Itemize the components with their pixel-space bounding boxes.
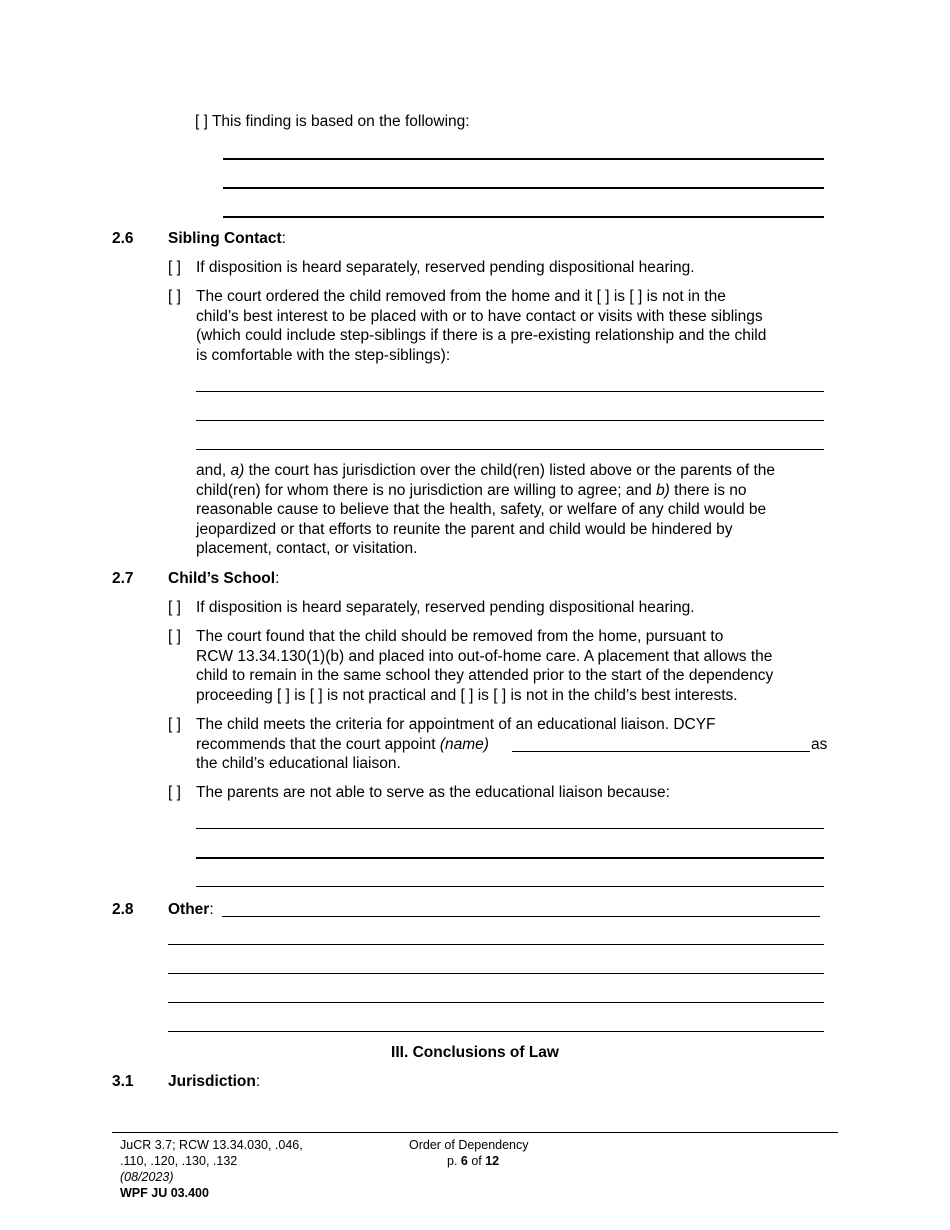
footer-rules: JuCR 3.7; RCW 13.34.030, .046, .110, .120, .130, .132 (08/2023) WPF JU 03.400 (120, 1138, 303, 1200)
blank-line[interactable] (223, 158, 824, 160)
blank-line[interactable] (223, 216, 824, 218)
section-number: 2.7 (112, 570, 134, 587)
section-title: Sibling Contact: (168, 230, 286, 247)
checkbox[interactable]: [ ] (168, 599, 181, 616)
conclusions-heading: III. Conclusions of Law (391, 1044, 559, 1061)
checkbox[interactable]: [ ] (168, 628, 181, 645)
blank-line[interactable] (168, 944, 824, 945)
sibling-item-reserved: If disposition is heard separately, reserved pending dispositional hearing. (196, 259, 695, 276)
footer-doc-title: Order of Dependency (409, 1138, 529, 1152)
finding-based-checkbox-text[interactable]: [ ] This finding is based on the following: (195, 113, 470, 130)
blank-line[interactable] (196, 391, 824, 392)
liaison-name-field[interactable] (512, 751, 810, 752)
blank-line[interactable] (196, 449, 824, 450)
blank-line[interactable] (168, 1002, 824, 1003)
blank-line[interactable] (196, 828, 824, 829)
blank-line[interactable] (223, 187, 824, 189)
blank-line[interactable] (196, 420, 824, 421)
checkbox[interactable]: [ ] (168, 716, 181, 733)
other-field[interactable] (222, 916, 820, 917)
blank-line[interactable] (168, 973, 824, 974)
blank-line[interactable] (168, 1031, 824, 1032)
section-title: Other: (168, 901, 214, 918)
sibling-jurisdiction-paragraph: and, a) the court has jurisdiction over the child(ren) listed above or the parents of the child(ren) for whom there is no jurisdiction are willing to agree; and b) there is no reasonable cause to believe that the health, safety, or welfare of any child would be jeopardized or that efforts to reunite the parent and child would be hindered by placement, contact, or visitation. (196, 462, 776, 557)
school-item-reserved: If disposition is heard separately, reserved pending dispositional hearing. (196, 599, 695, 616)
section-title: Jurisdiction: (168, 1073, 261, 1090)
blank-line[interactable] (196, 886, 824, 887)
school-item-parents: The parents are not able to serve as the educational liaison because: (196, 784, 670, 801)
section-number: 2.8 (112, 901, 134, 918)
footer-divider (112, 1132, 838, 1133)
checkbox[interactable]: [ ] (168, 259, 181, 276)
school-item-liaison: The child meets the criteria for appointment of an educational liaison. DCYF recommends that the court appoint (name) as the child’s educational liaison. (196, 716, 828, 772)
section-number: 3.1 (112, 1073, 134, 1090)
school-item-removed: The court found that the child should be removed from the home, pursuant to RCW 13.34.130(1)(b) and placed into out-of-home care. A placement that allows the child to remain in the same school they attended prior to the start of the dependency proceeding [ ] is [ ] is not practical and [ ] is [ ] is not in the child’s best interests. (196, 628, 774, 704)
section-number: 2.6 (112, 230, 134, 247)
blank-line[interactable] (196, 857, 824, 859)
checkbox[interactable]: [ ] (168, 288, 181, 305)
sibling-item-removed: The court ordered the child removed from the home and it [ ] is [ ] is not in the child’s best interest to be placed with or to have contact or visits with these siblings (which could include step-siblings if there is a pre-existing relationship and the child is comfortable with the step-siblings): (196, 288, 767, 364)
section-title: Child’s School: (168, 570, 280, 587)
footer-page-number: p. 6 of 12 (447, 1154, 500, 1168)
checkbox[interactable]: [ ] (168, 784, 181, 801)
